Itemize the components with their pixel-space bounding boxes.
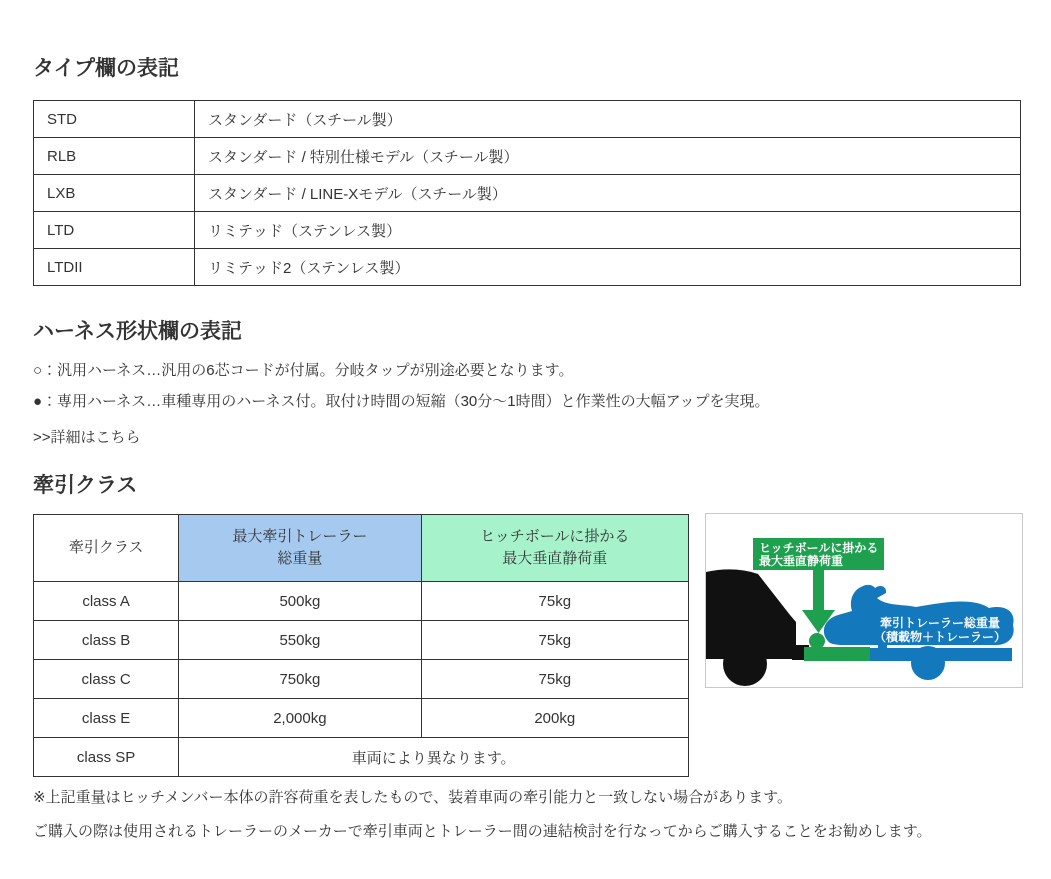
towing-section-heading: 牽引クラス (33, 474, 138, 497)
type-section-heading: タイプ欄の表記 (33, 57, 179, 80)
purchase-advice-note: ご購入の際は使用されるトレーラーのメーカーで牽引車両とトレーラー間の連結検討を行なってからご購入することをお勧めします。 (33, 822, 932, 840)
total-weight-cell: 750kg (179, 660, 421, 699)
total-weight-cell: 2,000kg (179, 699, 421, 738)
towing-diagram-svg (706, 514, 1022, 687)
towing-class-table (33, 514, 689, 777)
vertical-load-label-line1: ヒッチボールに掛かる (759, 541, 879, 556)
vertical-load-cell: 200kg (421, 699, 688, 738)
class-cell: class E (34, 699, 179, 738)
type-desc-cell: スタンダード（スチール製） (195, 101, 1021, 138)
towing-section-body (33, 514, 1023, 777)
type-table (33, 100, 1021, 286)
class-cell: class C (34, 660, 179, 699)
total-weight-cell: 550kg (179, 621, 421, 660)
type-desc-cell: リミテッド（ステンレス製） (195, 212, 1021, 249)
sp-note-cell: 車両により異なります。 (179, 738, 689, 777)
table-row (34, 738, 689, 777)
type-code-cell: STD (34, 101, 195, 138)
harness-generic-line: ○：汎用ハーネス…汎用の6芯コードが付属。分岐タップが別途必要となります。 (33, 361, 574, 379)
type-desc-cell: スタンダード / LINE-Xモデル（スチール製） (195, 175, 1021, 212)
header-line: ヒッチボールに掛かる (480, 528, 630, 546)
class-cell: class SP (34, 738, 179, 777)
table-row (34, 249, 1021, 286)
table-row (34, 101, 1021, 138)
class-cell: class B (34, 621, 179, 660)
header-line: 最大垂直静荷重 (502, 550, 608, 568)
harness-section-heading: ハーネス形状欄の表記 (33, 320, 242, 344)
type-code-cell: RLB (34, 138, 195, 175)
total-weight-cell: 500kg (179, 582, 421, 621)
weight-disclaimer-note: ※上記重量はヒッチメンバー本体の許容荷重を表したもので、装着車両の牽引能力と一致しない場合があります。 (33, 789, 792, 807)
header-max-trailer-weight (179, 515, 421, 582)
table-row (34, 138, 1021, 175)
header-max-vertical-load (421, 515, 688, 582)
header-line: 総重量 (277, 550, 323, 568)
table-row (34, 660, 689, 699)
towing-diagram-image (705, 513, 1023, 688)
footer-notes (33, 788, 1023, 841)
harness-dedicated-line: ●：専用ハーネス…車種専用のハーネス付。取付け時間の短縮（30分～1時間）と作業性の大幅アップを実現。 (33, 393, 770, 411)
arrow-shaft (813, 570, 824, 610)
table-row (34, 699, 689, 738)
table-header-row (34, 515, 689, 582)
type-code-cell: LTD (34, 212, 195, 249)
vertical-load-label-line2: 最大垂直静荷重 (759, 554, 844, 569)
trailer-weight-label-line1: 牽引トレーラー総重量 (879, 616, 1001, 631)
car-wheel (723, 642, 767, 686)
trailer-coupler (804, 647, 870, 661)
hitch-ball (809, 633, 825, 649)
table-row (34, 621, 689, 660)
trailer-weight-label-line2: （積載物＋トレーラー） (873, 630, 1007, 645)
vertical-load-cell: 75kg (421, 621, 688, 660)
header-line: 最大牽引トレーラー (232, 528, 368, 546)
type-code-cell: LXB (34, 175, 195, 212)
type-code-cell: LTDII (34, 249, 195, 286)
harness-detail-link[interactable]: >>詳細はこちら (33, 429, 141, 446)
vertical-load-cell: 75kg (421, 660, 688, 699)
class-cell: class A (34, 582, 179, 621)
vertical-load-cell: 75kg (421, 582, 688, 621)
type-desc-cell: スタンダード / 特別仕様モデル（スチール製） (195, 138, 1021, 175)
table-row (34, 212, 1021, 249)
header-towing-class: 牽引クラス (34, 515, 179, 582)
type-desc-cell: リミテッド2（ステンレス製） (195, 249, 1021, 286)
table-row (34, 582, 689, 621)
table-row (34, 175, 1021, 212)
trailer-wheel (911, 646, 945, 680)
car-silhouette-group (706, 570, 809, 687)
